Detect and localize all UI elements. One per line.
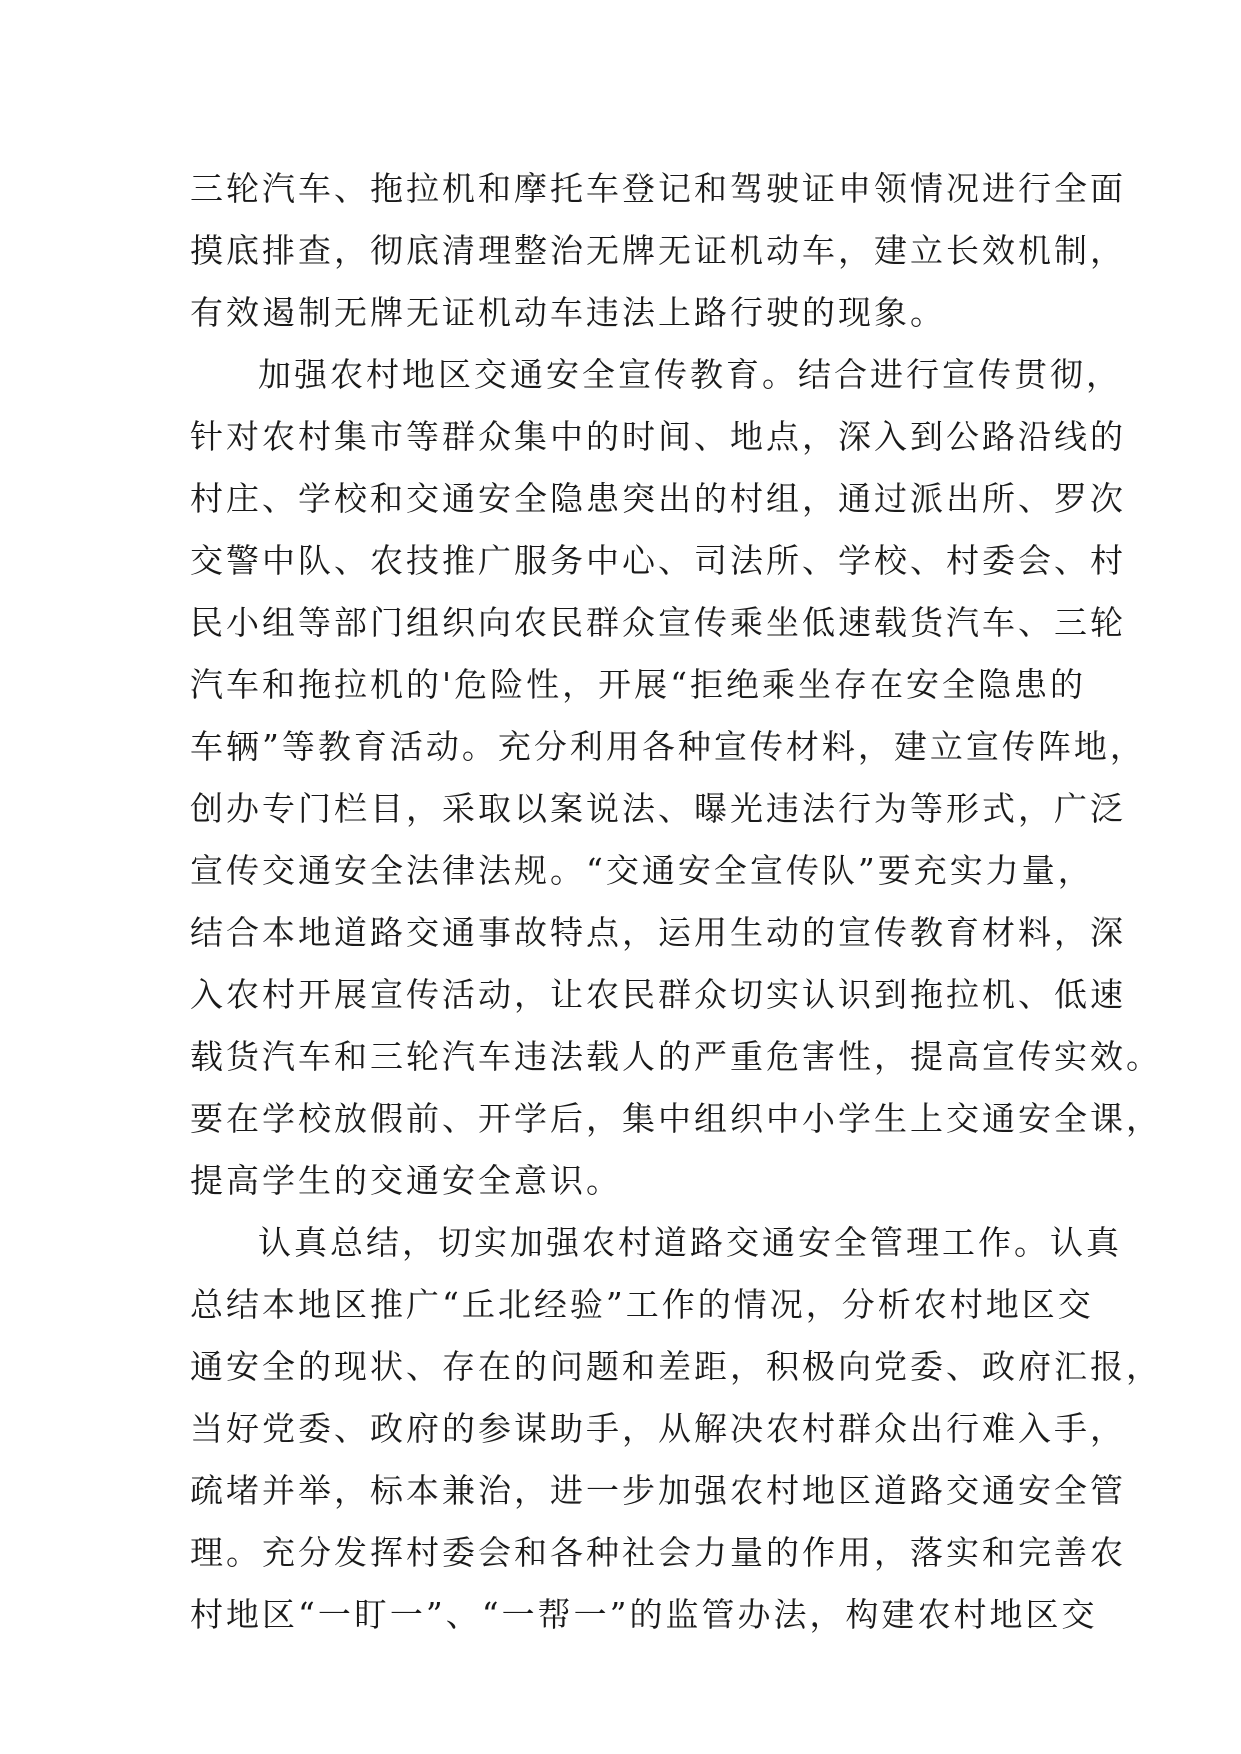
text-line: 当好党委、政府的参谋助手，从解决农村群众出行难入手， xyxy=(190,1409,1126,1448)
text-line: 载货汽车和三轮汽车违法载人的严重危害性，提高宣传实效。 xyxy=(190,1037,1162,1076)
text-line: 要在学校放假前、开学后，集中组织中小学生上交通安全课， xyxy=(190,1099,1162,1138)
text-line: 三轮汽车、拖拉机和摩托车登记和驾驶证申领情况进行全面 xyxy=(190,169,1126,208)
document-body xyxy=(190,158,1162,1646)
text-line: 民小组等部门组织向农民群众宣传乘坐低速载货汽车、三轮 xyxy=(190,603,1126,642)
text-line: 针对农村集市等群众集中的时间、地点，深入到公路沿线的 xyxy=(190,417,1126,456)
text-line: 宣传交通安全法律法规。“交通安全宣传队”要充实力量， xyxy=(190,851,1094,890)
text-line: 汽车和拖拉机的'危险性，开展“拒绝乘坐存在安全隐患的 xyxy=(190,665,1086,704)
text-line: 结合本地道路交通事故特点，运用生动的宣传教育材料，深 xyxy=(190,913,1126,952)
text-line: 创办专门栏目，采取以案说法、曝光违法行为等形式，广泛 xyxy=(190,789,1126,828)
text-line: 入农村开展宣传活动，让农民群众切实认识到拖拉机、低速 xyxy=(190,975,1126,1014)
text-line: 村地区“一盯一”、“一帮一”的监管办法，构建农村地区交 xyxy=(190,1595,1098,1634)
paragraph-start-line: 认真总结，切实加强农村道路交通安全管理工作。认真 xyxy=(258,1223,1122,1262)
text-line: 村庄、学校和交通安全隐患突出的村组，通过派出所、罗次 xyxy=(190,479,1126,518)
text-line: 提高学生的交通安全意识。 xyxy=(190,1161,622,1200)
paragraph-start-line: 加强农村地区交通安全宣传教育。结合进行宣传贯彻， xyxy=(258,355,1122,394)
text-line: 摸底排查，彻底清理整治无牌无证机动车，建立长效机制， xyxy=(190,231,1126,270)
text-line: 通安全的现状、存在的问题和差距，积极向党委、政府汇报， xyxy=(190,1347,1162,1386)
text-line: 总结本地区推广“丘北经验”工作的情况，分析农村地区交 xyxy=(190,1285,1094,1324)
text-line: 有效遏制无牌无证机动车违法上路行驶的现象。 xyxy=(190,293,946,332)
text-line: 理。充分发挥村委会和各种社会力量的作用，落实和完善农 xyxy=(190,1533,1126,1572)
text-line: 疏堵并举，标本兼治，进一步加强农村地区道路交通安全管 xyxy=(190,1471,1126,1510)
text-line: 车辆”等教育活动。充分利用各种宣传材料，建立宣传阵地， xyxy=(190,727,1146,766)
text-line: 交警中队、农技推广服务中心、司法所、学校、村委会、村 xyxy=(190,541,1126,580)
